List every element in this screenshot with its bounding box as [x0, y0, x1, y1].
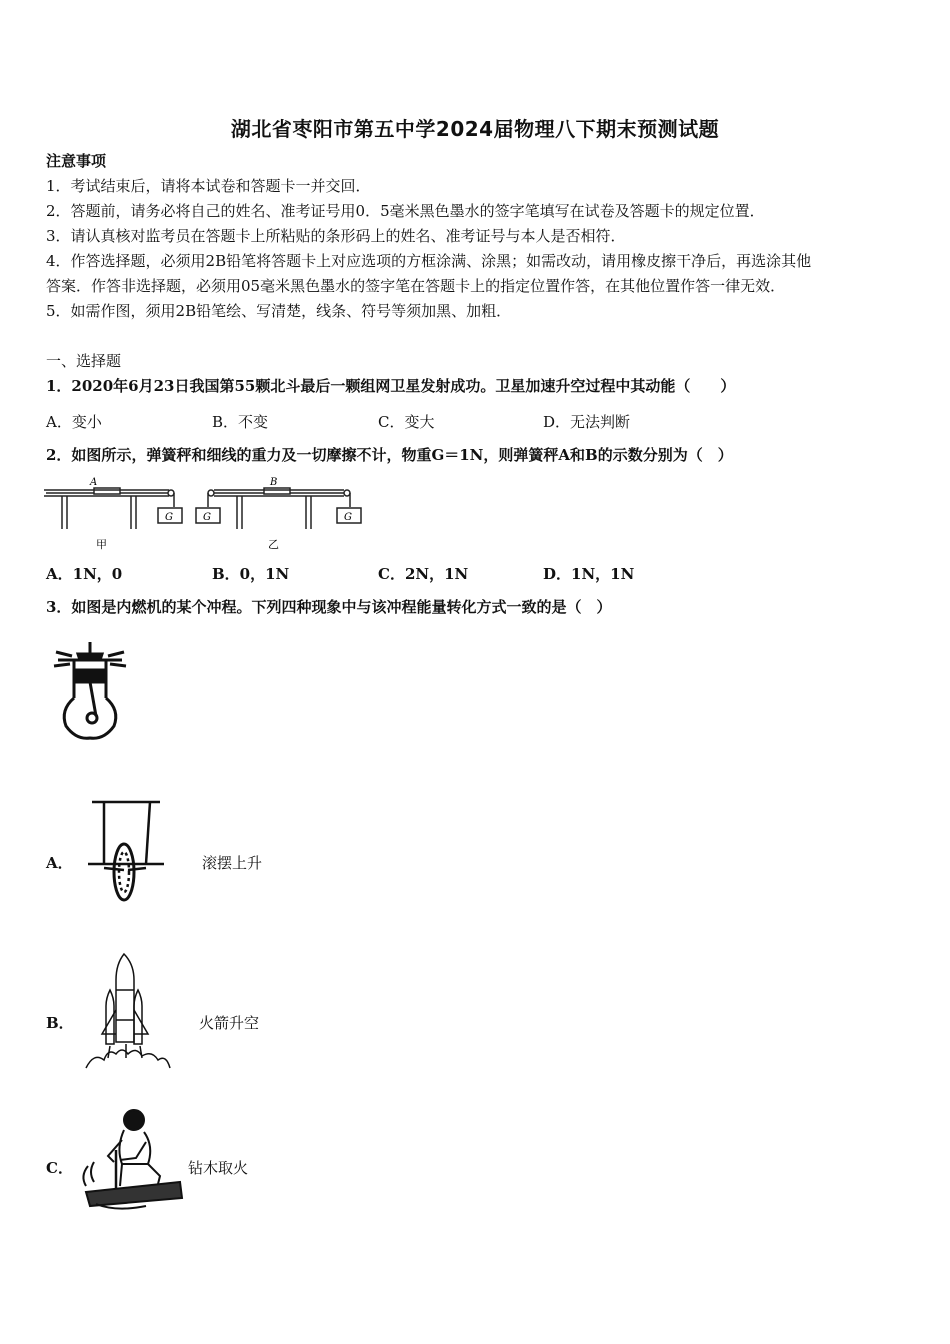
notice-item: 1．考试结束后，请将本试卷和答题卡一并交回． — [46, 177, 371, 195]
spring-scale-figure — [44, 474, 364, 554]
q2-option-d[interactable]: D．1N，1N — [543, 565, 635, 583]
q3-option-c-text[interactable]: 钻木取火 — [188, 1159, 249, 1177]
question-2-stem: 2．如图所示，弹簧秤和细线的重力及一切摩擦不计，物重G＝1N，则弹簧秤A和B的示数分别为（ ） — [46, 446, 733, 464]
rocket-icon — [80, 950, 176, 1074]
scale-b-label: B — [270, 477, 278, 488]
weight-label: G — [344, 512, 352, 523]
engine-stroke-figure — [52, 638, 128, 742]
q3-option-b-letter[interactable]: B． — [46, 1014, 74, 1032]
q1-option-a[interactable]: A．变小 — [46, 413, 102, 431]
notice-item: 答案．作答非选择题，必须用05毫米黑色墨水的签字笔在答题卡上的指定位置作答，在其他位置作答一律无效． — [46, 277, 786, 295]
notice-item: 4．作答选择题，必须用2B铅笔将答题卡上对应选项的方框涂满、涂黑；如需改动，请用橡皮擦干净后，再选涂其他 — [46, 252, 812, 270]
figure-caption-right: 乙 — [268, 538, 279, 551]
figure-caption-left: 甲 — [96, 538, 107, 551]
notice-item: 5．如需作图，须用2B铅笔绘、写清楚，线条、符号等须加黑、加粗． — [46, 302, 512, 320]
q2-option-b[interactable]: B．0，1N — [212, 565, 290, 583]
scale-a-label: A — [90, 477, 98, 488]
q1-option-d[interactable]: D．无法判断 — [543, 413, 631, 431]
weight-label: G — [203, 512, 211, 523]
notice-item: 2．答题前，请务必将自己的姓名、准考证号用0．5毫米黑色墨水的签字笔填写在试卷及答题卡的规定位置． — [46, 202, 765, 220]
q3-option-a-letter[interactable]: A． — [46, 854, 73, 872]
q3-option-c-letter[interactable]: C． — [46, 1159, 73, 1177]
notice-item: 3．请认真核对监考员在答题卡上所粘贴的条形码上的姓名、准考证号与本人是否相符． — [46, 227, 626, 245]
q3-option-b-text[interactable]: 火箭升空 — [199, 1014, 260, 1032]
q2-option-a[interactable]: A．1N，0 — [46, 565, 123, 583]
q1-option-b[interactable]: B．不变 — [212, 413, 269, 431]
rolling-pendulum-icon — [84, 798, 168, 906]
q1-option-c[interactable]: C．变大 — [378, 413, 435, 431]
question-1-stem: 1．2020年6月23日我国第55颗北斗最后一颗组网卫星发射成功。卫星加速升空过程中其动能（ ） — [46, 377, 736, 395]
drilling-wood-fire-icon — [76, 1106, 186, 1214]
weight-label: G — [165, 512, 173, 523]
notice-heading: 注意事项 — [46, 152, 107, 170]
q2-option-c[interactable]: C．2N，1N — [378, 565, 469, 583]
section-heading: 一、选择题 — [46, 352, 122, 370]
page-title: 湖北省枣阳市第五中学2024届物理八下期末预测试题 — [230, 117, 720, 141]
q3-option-a-text[interactable]: 滚摆上升 — [202, 854, 263, 872]
question-3-stem: 3．如图是内燃机的某个冲程。下列四种现象中与该冲程能量转化方式一致的是（ ） — [46, 598, 612, 616]
